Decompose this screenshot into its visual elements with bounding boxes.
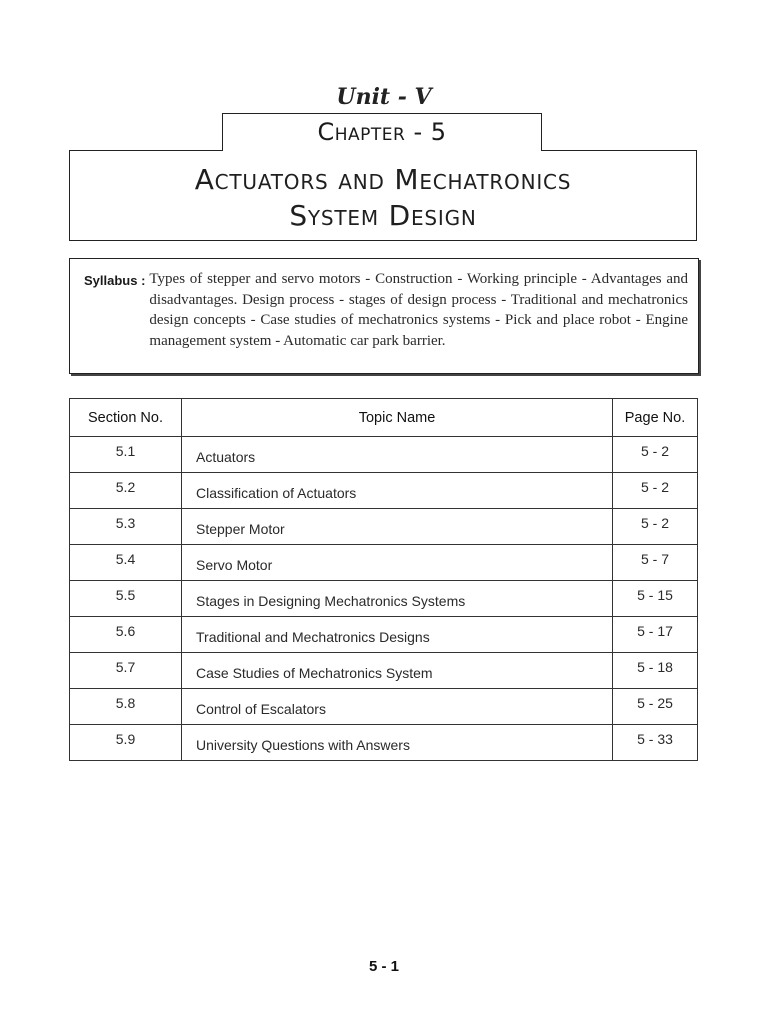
header-topic-name: Topic Name (182, 399, 613, 437)
topic-name: Control of Escalators (182, 689, 613, 725)
table-row (70, 581, 698, 617)
section-number: 5.8 (70, 689, 182, 725)
topic-name: Actuators (182, 437, 613, 473)
topic-name: Stages in Designing Mechatronics Systems (182, 581, 613, 617)
topic-name: Traditional and Mechatronics Designs (182, 617, 613, 653)
chapter-tab-joint (224, 149, 541, 152)
page-reference: 5 - 2 (613, 509, 698, 545)
section-number: 5.9 (70, 725, 182, 761)
page-reference: 5 - 2 (613, 473, 698, 509)
table-row (70, 545, 698, 581)
page-reference: 5 - 17 (613, 617, 698, 653)
chapter-title-line-1: Actuators and Mechatronics (194, 163, 572, 196)
syllabus-label: Syllabus : (84, 273, 146, 288)
chapter-title (69, 162, 697, 234)
syllabus-row (84, 269, 688, 351)
page-reference: 5 - 15 (613, 581, 698, 617)
table-row (70, 653, 698, 689)
page-reference: 5 - 7 (613, 545, 698, 581)
section-number: 5.1 (70, 437, 182, 473)
page-reference: 5 - 18 (613, 653, 698, 689)
topic-name: University Questions with Answers (182, 725, 613, 761)
table-row (70, 689, 698, 725)
contents-header-row (70, 399, 698, 437)
section-number: 5.7 (70, 653, 182, 689)
section-number: 5.3 (70, 509, 182, 545)
section-number: 5.4 (70, 545, 182, 581)
page-number: 5 - 1 (368, 958, 399, 975)
page-reference: 5 - 25 (613, 689, 698, 725)
table-row (70, 725, 698, 761)
chapter-heading: Chapter - 5 (222, 113, 542, 151)
page-reference: 5 - 2 (613, 437, 698, 473)
section-number: 5.2 (70, 473, 182, 509)
chapter-title-line-2: System Design (289, 199, 477, 232)
header-section-no: Section No. (70, 399, 182, 437)
section-number: 5.5 (70, 581, 182, 617)
syllabus-box (69, 258, 699, 374)
topic-name: Classification of Actuators (182, 473, 613, 509)
table-row (70, 617, 698, 653)
topic-name: Case Studies of Mechatronics System (182, 653, 613, 689)
header-page-no: Page No. (613, 399, 698, 437)
table-row (70, 509, 698, 545)
page-reference: 5 - 33 (613, 725, 698, 761)
table-row (70, 473, 698, 509)
syllabus-text: Types of stepper and servo motors - Construction - Working principle - Advantages and disadvantages. Design process - stages of design process - Traditional and mechatronics design concepts - Case studies of mechatronics systems - Pick and place robot - Engine management system - Automatic car park barrier. (149, 271, 688, 349)
topic-name: Servo Motor (182, 545, 613, 581)
table-row (70, 437, 698, 473)
topic-name: Stepper Motor (182, 509, 613, 545)
contents-table (69, 398, 698, 761)
unit-label: Unit - V (336, 84, 432, 110)
section-number: 5.6 (70, 617, 182, 653)
